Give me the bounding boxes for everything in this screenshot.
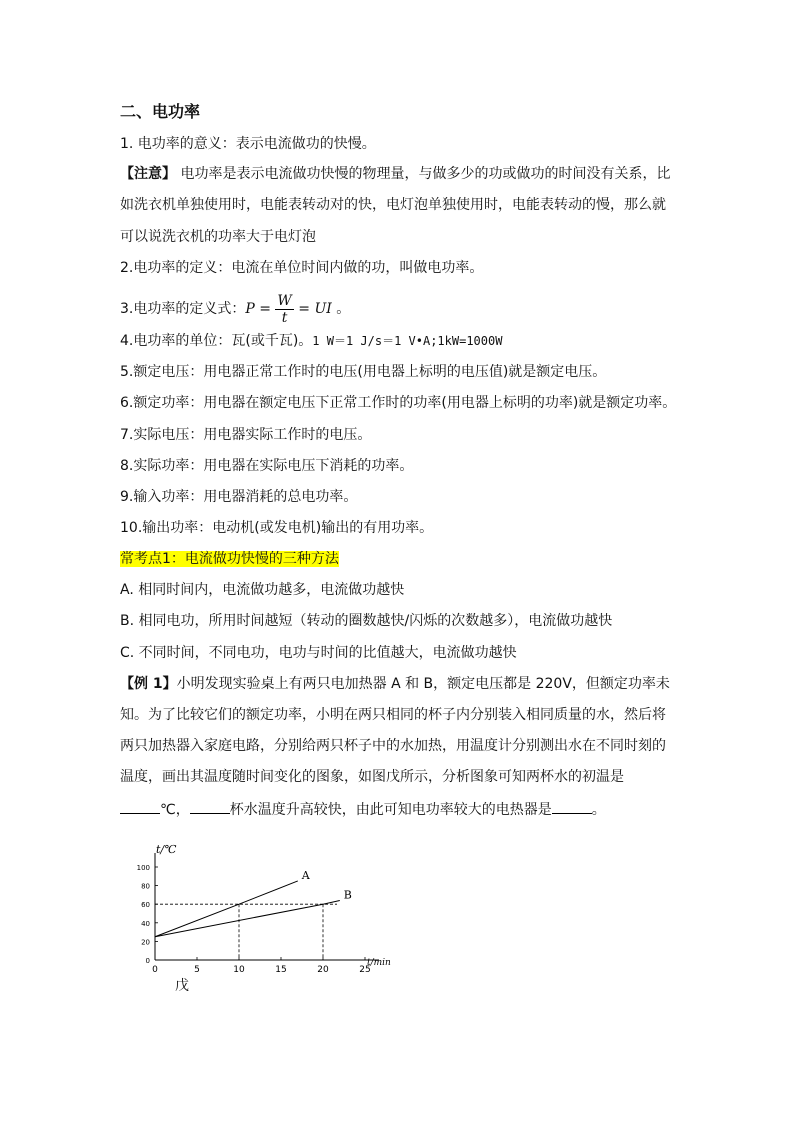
item-4-prefix: 4.电功率的单位：瓦(或千瓦)。 [120,333,313,349]
method-a: A. 相同时间内，电流做功越多，电流做功越快 [120,582,405,598]
note-label: 【注意】 [120,166,176,182]
answer-blank-2 [190,799,230,814]
y-tick-label: 0 [145,957,150,965]
example-line-2: 知。为了比较它们的额定功率，小明在两只相同的杯子内分别装入相同质量的水，然后将 [120,707,666,723]
note-line-1 [120,164,670,184]
note-line-2: 如洗衣机单独使用时，电能表转动对的快，电灯泡单独使用时，电能表转动的慢，那么就 [120,197,666,213]
formula-numerator: W [277,292,292,309]
y-tick-label: 60 [141,901,150,910]
key-point-1-text: 常考点1：电流做功快慢的三种方法 [120,551,339,567]
chart-caption: 戊 [175,978,189,994]
x-tick-label: 0 [152,965,158,975]
note-line-3: 可以说洗衣机的功率大于电灯泡 [120,229,316,245]
item-4-units: 1 W＝1 J/s＝1 V•A;1kW=1000W [312,334,503,348]
temperature-time-chart [128,842,391,975]
answer-blank-3 [552,799,592,814]
x-tick-label: 15 [275,965,287,975]
item-8: 8.实际功率：用电器在实际电压下消耗的功率。 [120,458,414,474]
note-text-1: 电功率是表示电流做功快慢的物理量，与做多少的功或做功的时间没有关系，比 [176,166,671,182]
example-line-4: 温度，画出其温度随时间变化的图象，如图戊所示，分析图象可知两杯水的初温是 [120,769,624,785]
item-7: 7.实际电压：用电器实际工作时的电压。 [120,427,372,443]
example-text-5c: 。 [591,802,606,818]
item-5: 5.额定电压：用电器正常工作时的电压(用电器上标明的电压值)就是额定电压。 [120,364,607,380]
x-tick-label: 5 [194,965,200,975]
formula-eq: = [254,301,276,317]
x-tick-label: 10 [233,965,245,975]
answer-blank-1 [120,799,160,814]
section-heading: 二、电功率 [120,102,201,121]
y-tick-label: 100 [136,864,150,872]
formula-denominator: t [281,309,288,326]
item-6: 6.额定功率：用电器在额定电压下正常工作时的功率(用电器上标明的功率)就是额定功率。 [120,395,677,411]
series-line-a [155,881,298,937]
example-text-5a: ℃， [160,802,190,818]
y-tick-label: 20 [141,938,150,947]
example-line-1 [120,674,670,694]
item-2: 2.电功率的定义：电流在单位时间内做的功，叫做电功率。 [120,260,484,276]
x-axis-label: t/min [367,958,391,968]
formula-p: P [245,301,255,317]
x-tick-label: 25 [359,965,371,975]
item-1: 1. 电功率的意义：表示电流做功的快慢。 [120,136,376,152]
x-tick-label: 20 [317,965,329,975]
example-text-1: 小明发现实验桌上有两只电加热器 A 和 B，额定电压都是 220V，但额定功率未 [176,676,670,692]
item-9: 9.输入功率：用电器消耗的总电功率。 [120,489,358,505]
method-b: B. 相同电功，所用时间越短（转动的圈数越快/闪烁的次数越多），电流做功越快 [120,613,613,629]
y-axis-label: t/℃ [156,843,177,856]
example-line-3: 两只加热器入家庭电路，分别给两只杯子中的水加热，用温度计分别测出水在不同时刻的 [120,738,666,754]
item-10: 10.输出功率：电动机(或发电机)输出的有用功率。 [120,520,434,536]
series-label-b: B [343,888,352,902]
y-tick-label: 40 [141,919,150,928]
example-text-5b: 杯水温度升高较快，由此可知电功率较大的电热器是 [229,802,552,818]
formula-fraction [275,293,293,326]
formula-end: 。 [331,301,351,317]
item-3-prefix: 3.电功率的定义式： [120,301,246,317]
example-label: 【例 1】 [120,676,177,692]
y-tick-label: 80 [141,882,150,891]
example-line-5 [120,799,606,820]
series-label-a: A [301,868,310,882]
method-c: C. 不同时间，不同电功，电功与时间的比值越大，电流做功越快 [120,645,517,661]
series-line-b [155,900,340,936]
item-4 [120,331,502,351]
key-point-1 [120,549,339,569]
item-3 [120,292,350,326]
formula-ui: = UI [293,301,332,317]
